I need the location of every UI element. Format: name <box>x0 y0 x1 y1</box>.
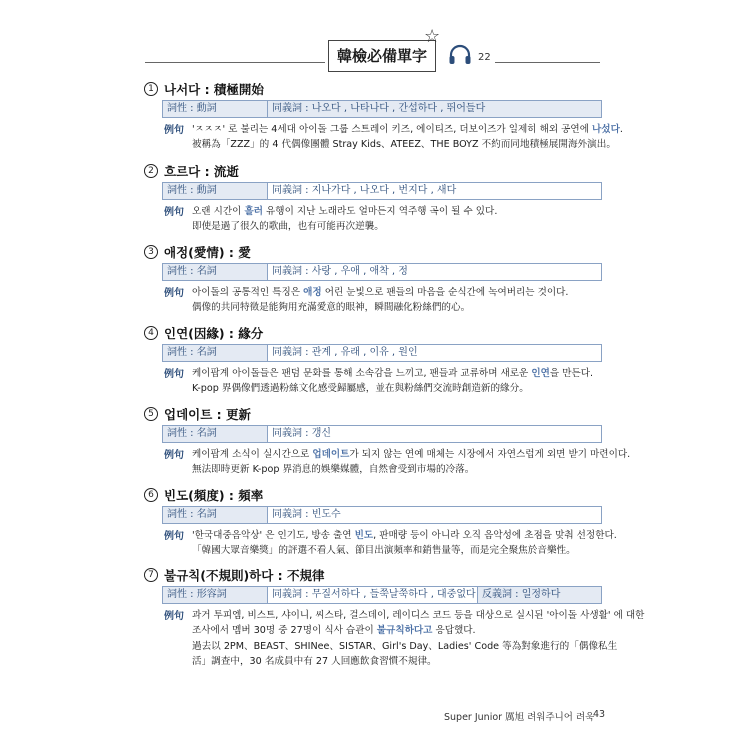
synonyms: 同義詞 : 무질서하다 , 들쭉날쭉하다 , 대중없다 <box>272 589 476 600</box>
example-label: 例句 <box>164 450 184 461</box>
section-title-box <box>328 40 436 72</box>
example-label: 例句 <box>164 531 184 542</box>
term-heading <box>144 80 604 98</box>
highlight-word: 빈도 <box>354 530 374 541</box>
term-heading <box>144 566 604 584</box>
entry-number: 1 <box>144 82 158 96</box>
star-icon: ☆ <box>424 26 441 47</box>
highlight-word: 애정 <box>303 287 322 298</box>
example-translation: 過去以 2PM、BEAST、SHINee、SISTAR、Girl's Day、Ladies' Code 等為對象進行的「偶像私生 <box>192 641 618 652</box>
example-korean: 케이팝계 소식이 실시간으로 업데이트가 되지 않는 연예 매체는 시장에서 자연스럽게 외면 받기 마련이다. <box>192 449 631 460</box>
audio-track-number: 22 <box>478 52 491 63</box>
entry-number: 7 <box>144 568 158 582</box>
entry-number: 2 <box>144 164 158 178</box>
example-label: 例句 <box>164 125 184 136</box>
example-label: 例句 <box>164 611 184 622</box>
synonyms: 同義詞 : 관계 , 유래 , 이유 , 원인 <box>272 347 418 358</box>
term-heading <box>144 243 604 261</box>
term-heading <box>144 162 604 180</box>
headphones-icon[interactable] <box>448 44 472 70</box>
vocab-entry <box>144 162 604 232</box>
part-of-speech: 詞性 : 動詞 <box>163 101 267 117</box>
example-translation: 無法即時更新 K-pop 界消息的娛樂媒體，自然會受到市場的冷落。 <box>192 464 475 475</box>
synonyms: 同義詞 : 갱신 <box>272 428 332 439</box>
term-text: 흐르다 : 流逝 <box>164 164 239 179</box>
highlight-word: 인연 <box>531 368 550 379</box>
page-header <box>0 0 750 80</box>
synonyms: 同義詞 : 나오다 , 나타나다 , 간섭하다 , 뛰어들다 <box>268 101 601 117</box>
term-text: 애정(愛情) : 愛 <box>164 245 251 260</box>
part-of-speech: 詞性 : 名詞 <box>163 507 267 523</box>
term-heading <box>144 405 604 423</box>
vocab-entry <box>144 80 623 150</box>
entry-number: 6 <box>144 488 158 502</box>
term-text: 불규칙(不規則)하다 : 不規律 <box>164 568 325 583</box>
vocab-entry <box>144 486 617 556</box>
info-row <box>162 263 602 281</box>
part-of-speech: 詞性 : 名詞 <box>163 264 267 280</box>
example-translation: 被稱為「ZZZ」的 4 代偶像團體 Stray Kids、ATEEZ、THE BOYZ 不約而同地積極展開海外演出。 <box>192 139 616 150</box>
section-title: 韓檢必備單字 <box>336 47 427 65</box>
example-korean: 오랜 시간이 흘러 유행이 지난 노래라도 얼마든지 역주행 곡이 될 수 있다. <box>192 206 498 217</box>
example-translation: 即使是過了很久的歌曲，也有可能再次逆襲。 <box>192 221 384 232</box>
highlight-word: 불규칙하다고 <box>376 625 433 636</box>
example-label: 例句 <box>164 369 184 380</box>
entry-number: 4 <box>144 326 158 340</box>
highlight-word: 업데이트 <box>312 449 350 460</box>
footer-text: Super Junior 厲旭 려워주니어 려욱 <box>444 712 595 723</box>
vocab-entry <box>144 324 604 394</box>
example-translation: 「韓國大眾音樂獎」的評選不看人氣、節目出演頻率和銷售量等，而是完全聚焦於音樂性。 <box>192 545 576 556</box>
example-korean: 'ㅈㅈㅈ' 로 불리는 4세대 아이돌 그룹 스트레이 키즈, 에이티즈, 더보이즈가 일제히 해외 공연에 나섰다. <box>192 124 623 135</box>
antonyms: 反義詞 : 일정하다 <box>478 587 601 603</box>
example-korean: 과거 투피엠, 비스트, 샤이니, 씨스타, 걸스데이, 레이디스 코드 등을 대상으로 실시된 '아이돌 사생활' 에 대한 <box>192 610 645 621</box>
info-row <box>162 586 602 604</box>
entry-number: 3 <box>144 245 158 259</box>
info-row <box>162 344 602 362</box>
info-row <box>162 100 602 118</box>
part-of-speech: 詞性 : 形容詞 <box>163 587 267 603</box>
term-text: 업데이트 : 更新 <box>164 407 252 422</box>
example-label: 例句 <box>164 288 184 299</box>
example-korean: '한국대중음악상' 은 인기도, 방송 출연 빈도, 판매량 등이 아니라 오직 음악성에 초점을 맞춰 선정한다. <box>192 530 617 541</box>
example-translation: 偶像的共同特徵是能夠用充滿愛意的眼神，瞬間融化粉絲們的心。 <box>192 302 471 313</box>
synonyms: 同義詞 : 지나가다 , 나오다 , 번지다 , 새다 <box>272 185 457 196</box>
synonyms: 同義詞 : 사랑 , 우애 , 애착 , 정 <box>272 266 408 277</box>
term-text: 나서다 : 積極開始 <box>164 82 264 97</box>
part-of-speech: 詞性 : 動詞 <box>163 183 267 199</box>
part-of-speech: 詞性 : 名詞 <box>163 426 267 442</box>
example-korean: 케이팝계 아이돌들은 팬덤 문화를 통해 소속감을 느끼고, 팬들과 교류하며 새로운 인연을 만든다. <box>192 368 594 379</box>
vocab-entry <box>144 243 604 313</box>
header-rule-left <box>145 62 325 63</box>
term-heading <box>144 324 604 342</box>
highlight-word: 흘러 <box>244 206 263 217</box>
synonyms: 同義詞 : 빈도수 <box>272 509 341 520</box>
entry-number: 5 <box>144 407 158 421</box>
page-number: 43 <box>593 709 606 720</box>
highlight-word: 나섰다 <box>592 124 620 135</box>
header-rule-right <box>495 62 600 63</box>
vocab-entry <box>144 566 645 667</box>
term-text: 빈도(頻度) : 頻率 <box>164 488 264 503</box>
info-row <box>162 182 602 200</box>
info-row <box>162 425 602 443</box>
example-translation: 活」調查中，30 名成員中有 27 人回應飲食習慣不規律。 <box>192 656 437 667</box>
example-translation: K-pop 界偶像們透過粉絲文化感受歸屬感，並在與粉絲們交流時創造新的緣分。 <box>192 383 529 394</box>
vocab-entry <box>144 405 631 475</box>
example-korean: 아이돌의 공통적인 특징은 애정 어린 눈빛으로 팬들의 마음을 순식간에 녹여버리는 것이다. <box>192 287 569 298</box>
example-korean: 조사에서 멤버 30명 중 27명이 식사 습관이 불규칙하다고 응답했다. <box>192 625 476 636</box>
term-text: 인연(因緣) : 緣分 <box>164 326 264 341</box>
example-label: 例句 <box>164 207 184 218</box>
info-row <box>162 506 602 524</box>
term-heading <box>144 486 604 504</box>
part-of-speech: 詞性 : 名詞 <box>163 345 267 361</box>
